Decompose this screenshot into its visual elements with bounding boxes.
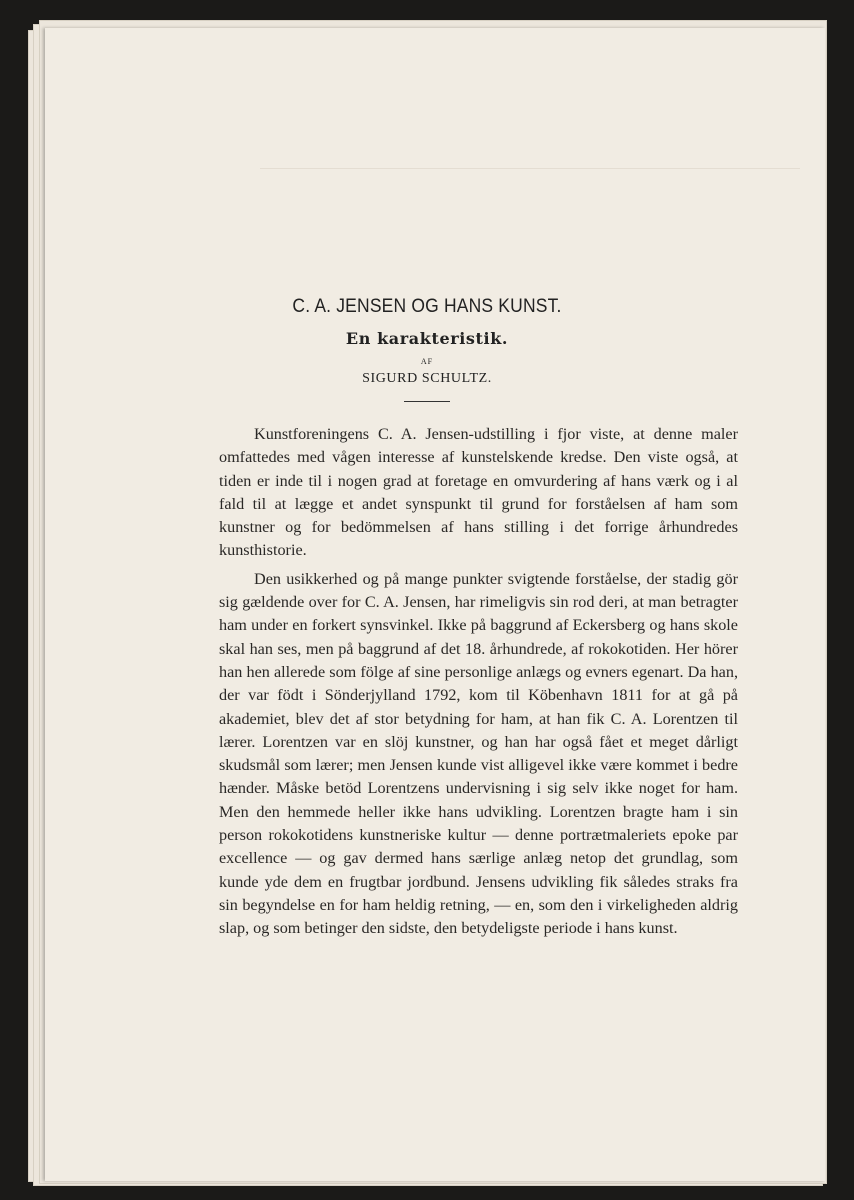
- article-body: [219, 423, 738, 941]
- byline-label: AF: [420, 357, 434, 366]
- body-paragraph: Den usikkerhed og på mange punkter svigtende forståelse, der stadig gör sig gældende over for C. A. Jensen, har rimeligvis sin rod deri, at man betragter ham under en forkert synsvinkel. Ikke på baggrund af Eckersberg og hans skole skal han ses, men på baggrund af det 18. århundrede, af rokokotiden. Her hörer han hen allerede som fölge af sine personlige anlægs og evners egenart. Da han, der var födt i Sönderjylland 1792, kom til Köbenhavn 1811 for at gå på akademiet, blev det af stor betydning for ham, at han fik C. A. Lorentzen til lærer. Lorentzen var en slöj kunstner, og han har også fået et meget dårligt skudsmål som lærer; men Jensen kunde vist alligevel ikke være kommet i bedre hænder. Måske betöd Lorentzens undervisning i sig selv ikke noget for ham. Men den hemmede heller ikke hans udvikling. Lorentzen bragte ham i sin person rokokotidens kunstneriske kultur — denne portrætmaleriets epoke par excellence — og gav dermed hans særlige anlæg netop det grundlag, som kunde yde dem en frugtbar jordbund. Jensens udvikling fik således straks fra sin begyndelse en for ham heldig retning, — en, som den i virkeligheden aldrig slap, og som betinger den sidste, den betydeligste periode i hans kunst.: [219, 569, 738, 938]
- article-title: C. A. JENSEN OG HANS KUNST.: [292, 296, 562, 317]
- title-divider: [404, 401, 450, 402]
- body-paragraph: Kunstforeningens C. A. Jensen-udstilling i fjor viste, at denne maler omfattedes med vågen interesse af kunstelskende kredse. Den viste også, at tiden er inde til i nogen grad at foretage en omvurdering af hans værk og i al fald til at lægge et andet synspunkt til grund for forståelsen af ham som kunstner og for bedömmelsen af hans stilling i det forrige århundredes kunsthistorie.: [219, 425, 738, 560]
- article-subtitle: En karakteristik.: [345, 329, 509, 348]
- bleed-through-texture: [260, 168, 800, 181]
- author-name: SIGURD SCHULTZ.: [362, 371, 492, 386]
